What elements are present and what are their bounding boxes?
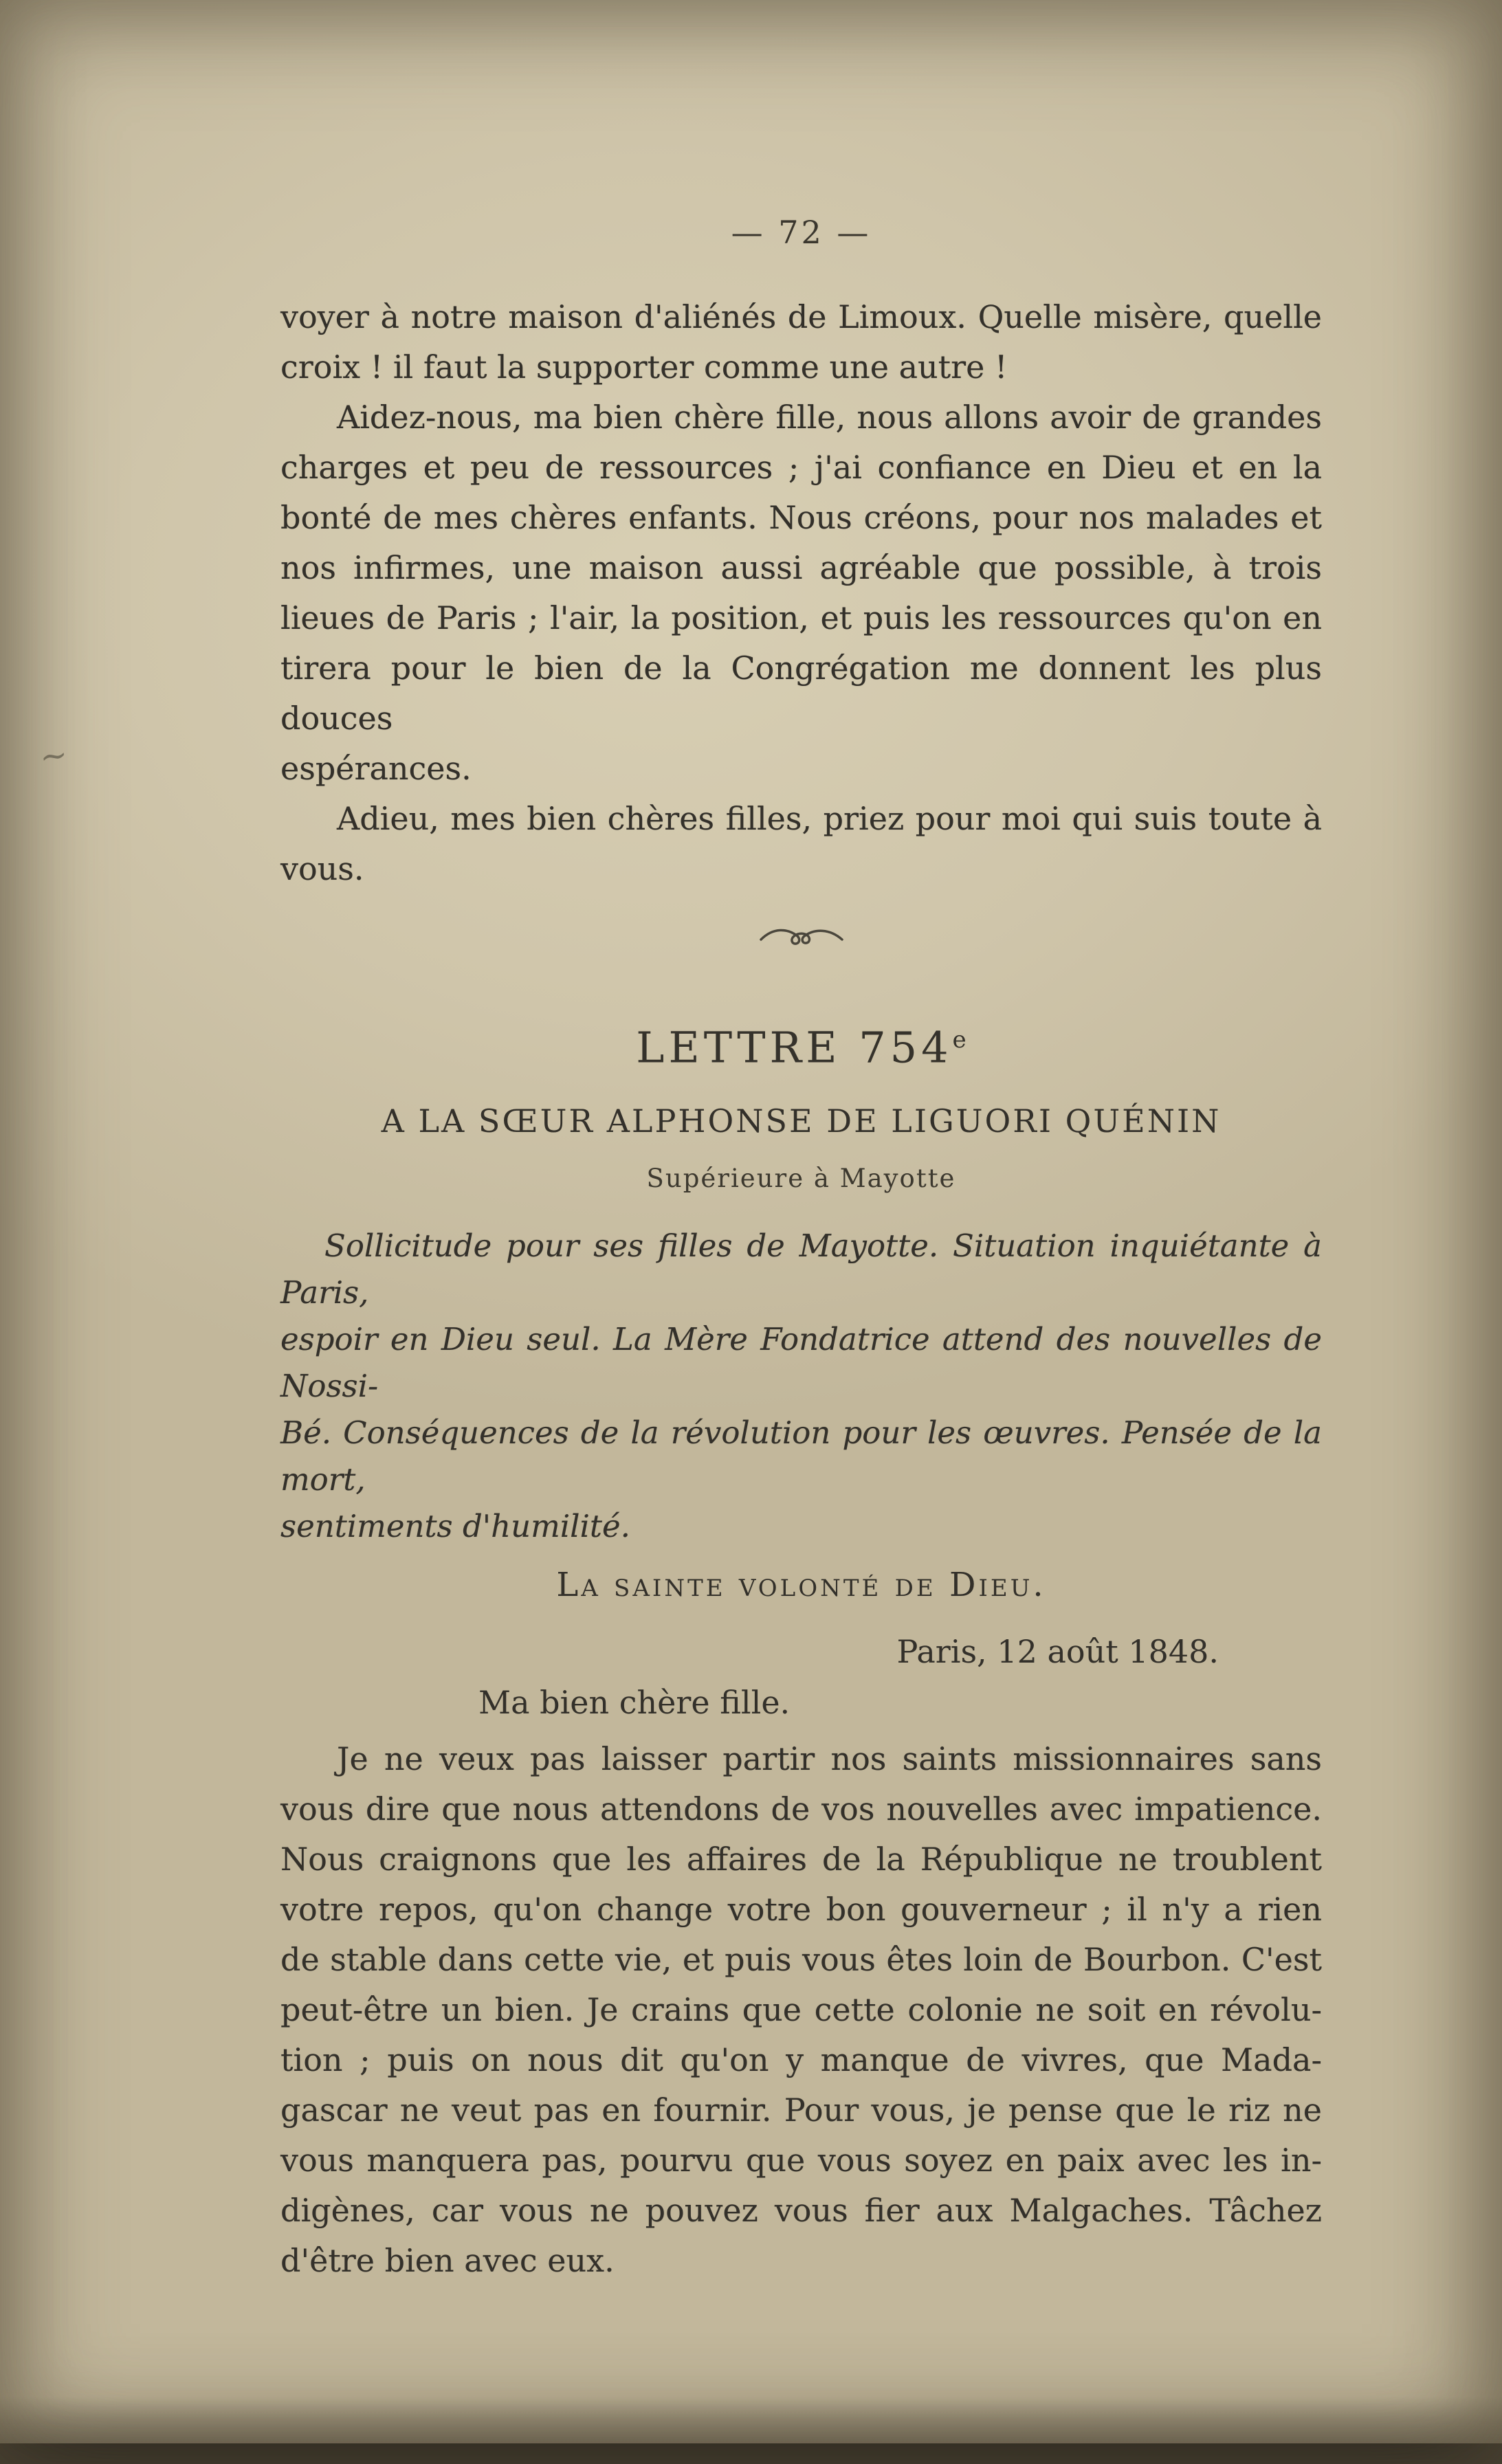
summary-line: Sollicitude pour ses filles de Mayotte. Situation inquiétante à Paris, [280,1227,1322,1311]
scan-edge-band [0,2443,1502,2464]
text-line: Nous craignons que les affaires de la République ne troublent [280,1840,1322,1878]
summary-line: Bé. Conséquences de la révolution pour les œuvres. Pensée de la mort, [280,1414,1322,1498]
letter-title-text: LETTRE 754 [636,1022,953,1073]
summary-line: espoir en Dieu seul. La Mère Fondatrice attend des nouvelles de Nossi- [280,1320,1322,1404]
scan-artifact-mark: ∼ [37,735,70,777]
text-line: lieues de Paris ; l'air, la position, et puis les ressources qu'on en [280,599,1322,636]
calligraphic-flourish-icon [280,922,1322,956]
text-line: charges et peu de ressources ; j'ai confiance en Dieu et en la [280,449,1322,486]
text-line: peut-être un bien. Je crains que cette colonie ne soit en révolu- [280,1990,1322,2028]
summary-line: sentiments d'humilité. [280,1507,630,1544]
letter-recipient: A LA SŒUR ALPHONSE DE LIGUORI QUÉNIN [381,1102,1222,1140]
text-line: digènes, car vous ne pouvez vous fier aux Malgaches. Tâchez [280,2191,1322,2229]
letter-dateline: Paris, 12 août 1848. [896,1632,1219,1670]
letter-body [280,1734,1322,2286]
text-line: votre repos, qu'on change votre bon gouverneur ; il n'y a rien [280,1890,1322,1928]
text-line: vous manquera pas, pourvu que vous soyez en paix avec les in- [280,2141,1322,2179]
text-line: d'être bien avec eux. [280,2241,615,2279]
text-line: Adieu, mes bien chères filles, priez pour moi qui suis toute à [337,800,1322,837]
text-line: tirera pour le bien de la Congrégation me donnent les plus douces [280,650,1322,737]
text-line: nos infirmes, une maison aussi agréable que possible, à trois [280,549,1322,586]
paragraph-continuation [280,292,1322,392]
text-line: Je ne veux pas laisser partir nos saints missionnaires sans [337,1740,1322,1777]
text-line: bonté de mes chères enfants. Nous créons, pour nos malades et [280,499,1322,536]
text-line: tion ; puis on nous dit qu'on y manque de vivres, que Mada- [280,2041,1322,2078]
text-line: vous dire que nous attendons de vos nouvelles avec impatience. [280,1790,1322,1828]
page-number: — 72 — [731,214,872,251]
letter-title [280,1014,1322,1074]
paragraph [280,392,1322,794]
text-block [280,0,1322,2286]
paragraph [280,794,1322,894]
text-line: Aidez-nous, ma bien chère fille, nous allons avoir de grandes [337,399,1322,436]
scan-edge-shadow [0,2397,1502,2445]
text-line: de stable dans cette vie, et puis vous êtes loin de Bourbon. C'est [280,1940,1322,1978]
text-line: croix ! il faut la supporter comme une autre ! [280,348,1008,386]
text-line: gascar ne veut pas en fournir. Pour vous, je pense que le riz ne [280,2091,1322,2129]
letter-title-ordinal: e [952,1026,967,1054]
letter-salutation: Ma bien chère fille. [478,1683,791,1721]
letter-recipient-role: Supérieure à Mayotte [646,1163,956,1193]
letter-summary [280,1223,1322,1550]
text-line: espérances. [280,750,472,787]
text-line: voyer à notre maison d'aliénés de Limoux. Quelle misère, quelle [280,298,1322,335]
text-line: vous. [280,850,364,887]
letter-motto: La sainte volonté de Dieu. [556,1565,1046,1604]
